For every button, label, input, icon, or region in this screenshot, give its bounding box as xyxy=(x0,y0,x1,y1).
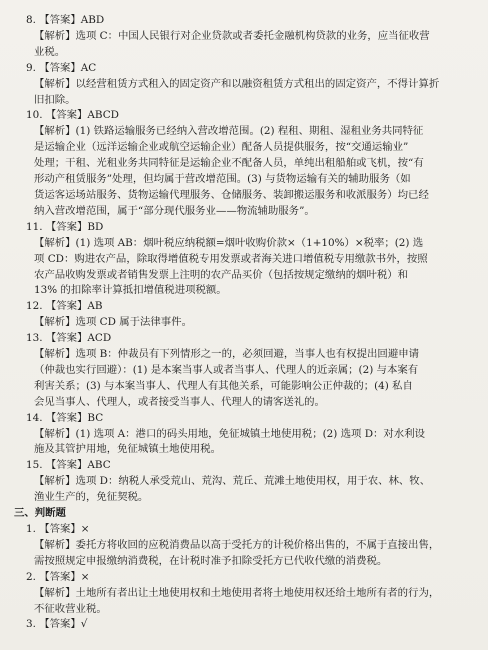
item-number: 13. xyxy=(26,332,43,345)
analysis-continuation: 业税。 xyxy=(34,45,66,58)
item-number: 3. xyxy=(26,618,36,631)
answer-line xyxy=(14,299,468,315)
analysis-continuation: 不征收营业税。 xyxy=(34,602,107,615)
answer-line xyxy=(14,61,468,77)
analysis-continuation: 利害关系；(3) 与本案当事人、代理人有其他关系，可能影响公正仲裁的；(4) 私自 xyxy=(34,379,413,392)
answer-text: 【答案】ABC xyxy=(42,459,111,472)
analysis-line: 【解析】(1) 铁路运输服务已经纳入营改增范围。(2) 程租、期租、湿租业务共同特征 xyxy=(34,125,424,138)
analysis-line: 【解析】选项 B：仲裁员有下列情形之一的，必须回避，当事人也有权提出回避申请 xyxy=(34,348,419,361)
analysis-continuation: 纳入营改增范围，属于“部分现代服务业——物流辅助服务”。 xyxy=(34,204,315,217)
item-number: 1. xyxy=(26,523,36,535)
analysis-continuation: 会见当事人、代理人，或者接受当事人、代理人的请客送礼的。 xyxy=(34,395,325,408)
analysis-continuation: 13% 的扣除率计算抵扣增值税进项税额。 xyxy=(34,284,227,297)
answer-text: 【答案】ACD xyxy=(42,332,112,345)
answer-line xyxy=(14,411,468,427)
answer-text: 【答案】√ xyxy=(35,618,88,631)
analysis-continuation: 是运输企业（远洋运输企业或航空运输企业）配备人员提供服务，按“交通运输业” xyxy=(34,141,409,154)
answer-text: 【答案】ABCD xyxy=(42,109,120,122)
answer-line xyxy=(14,13,468,29)
analysis-line: 【解析】(1) 选项 A：港口的码头用地，免征城镇土地使用税；(2) 选项 D：对水利设 xyxy=(34,427,425,440)
analysis-line: 【解析】选项 D：纳税人承受荒山、荒沟、荒丘、荒滩土地使用权，用于农、林、牧、 xyxy=(34,475,431,488)
item-number: 10. xyxy=(26,109,43,122)
analysis-continuation: 形动产租赁服务”处理，但均属于营改增范围。(3) 与货物运输有关的辅助服务（如 xyxy=(34,173,411,186)
analysis-line: 【解析】委托方将收回的应税消费品以高于受托方的计税价格出售的，不属于直接出售， xyxy=(34,538,440,551)
analysis-continuation: 渔业生产的，免征契税。 xyxy=(34,491,149,504)
analysis-line: 【解析】选项 CD 属于法律事件。 xyxy=(34,316,192,329)
analysis-line: 【解析】以经营租赁方式租入的固定资产和以融资租赁方式租出的固定资产，不得计算折 xyxy=(34,77,440,90)
item-number: 11. xyxy=(26,220,43,233)
analysis-continuation: 旧扣除。 xyxy=(34,93,76,106)
answer-line xyxy=(14,220,468,236)
analysis-line: 【解析】(1) 选项 AB：烟叶税应纳税额=烟叶收购价款×（1+10%）×税率；(2) 选 xyxy=(34,236,424,249)
analysis-line: 【解析】选项 C：中国人民银行对企业贷款或者委托金融机构贷款的业务，应当征收营 xyxy=(34,29,430,42)
answer-text: 【答案】× xyxy=(35,523,90,535)
answer-text: 【答案】AB xyxy=(42,300,103,313)
answer-line xyxy=(14,522,468,538)
answer-text: 【答案】BC xyxy=(42,411,104,424)
analysis-line: 【解析】土地所有者出让土地使用权和土地使用者将土地使用权还给土地所有者的行为， xyxy=(34,586,440,599)
answer-text: 【答案】× xyxy=(35,570,90,583)
item-number: 14. xyxy=(26,411,43,424)
section-title: 三、判断题 xyxy=(14,507,66,520)
item-number: 9. xyxy=(26,61,36,74)
answer-line xyxy=(14,331,468,347)
analysis-continuation: 施及其管护用地，免征城镇土地使用税。 xyxy=(34,443,222,456)
analysis-continuation: 货运客运场站服务、货物运输代理服务、仓储服务、装卸搬运服务和收派服务）均已经 xyxy=(34,188,429,201)
item-number: 2. xyxy=(26,570,36,583)
answer-line xyxy=(14,617,468,633)
analysis-continuation: 项 CD：购进农产品，除取得增值税专用发票或者海关进口增值税专用缴款书外，按照 xyxy=(34,252,428,265)
answer-line xyxy=(14,458,468,474)
answer-text: 【答案】BD xyxy=(42,220,104,233)
answer-text: 【答案】AC xyxy=(35,61,97,74)
item-number: 12. xyxy=(26,300,43,313)
analysis-continuation: （仲裁也实行回避）：(1) 是本案当事人或者当事人、代理人的近亲属；(2) 与本案有 xyxy=(34,363,419,376)
item-number: 15. xyxy=(26,459,43,472)
answer-text: 【答案】ABD xyxy=(35,14,105,26)
analysis-continuation: 需按照规定申报缴纳消费税，在计税时准予扣除受托方已代收代缴的消费税。 xyxy=(34,554,388,567)
item-number: 8. xyxy=(26,14,36,26)
analysis-continuation: 农产品收购发票或者销售发票上注明的农产品买价（包括按规定缴纳的烟叶税）和 xyxy=(34,268,409,281)
analysis-continuation: 处理；干租、光租业务共同特征是运输企业不配备人员，单纯出租船舶或飞机，按“有 xyxy=(34,157,424,170)
answer-line xyxy=(14,570,468,586)
answer-line xyxy=(14,108,468,124)
